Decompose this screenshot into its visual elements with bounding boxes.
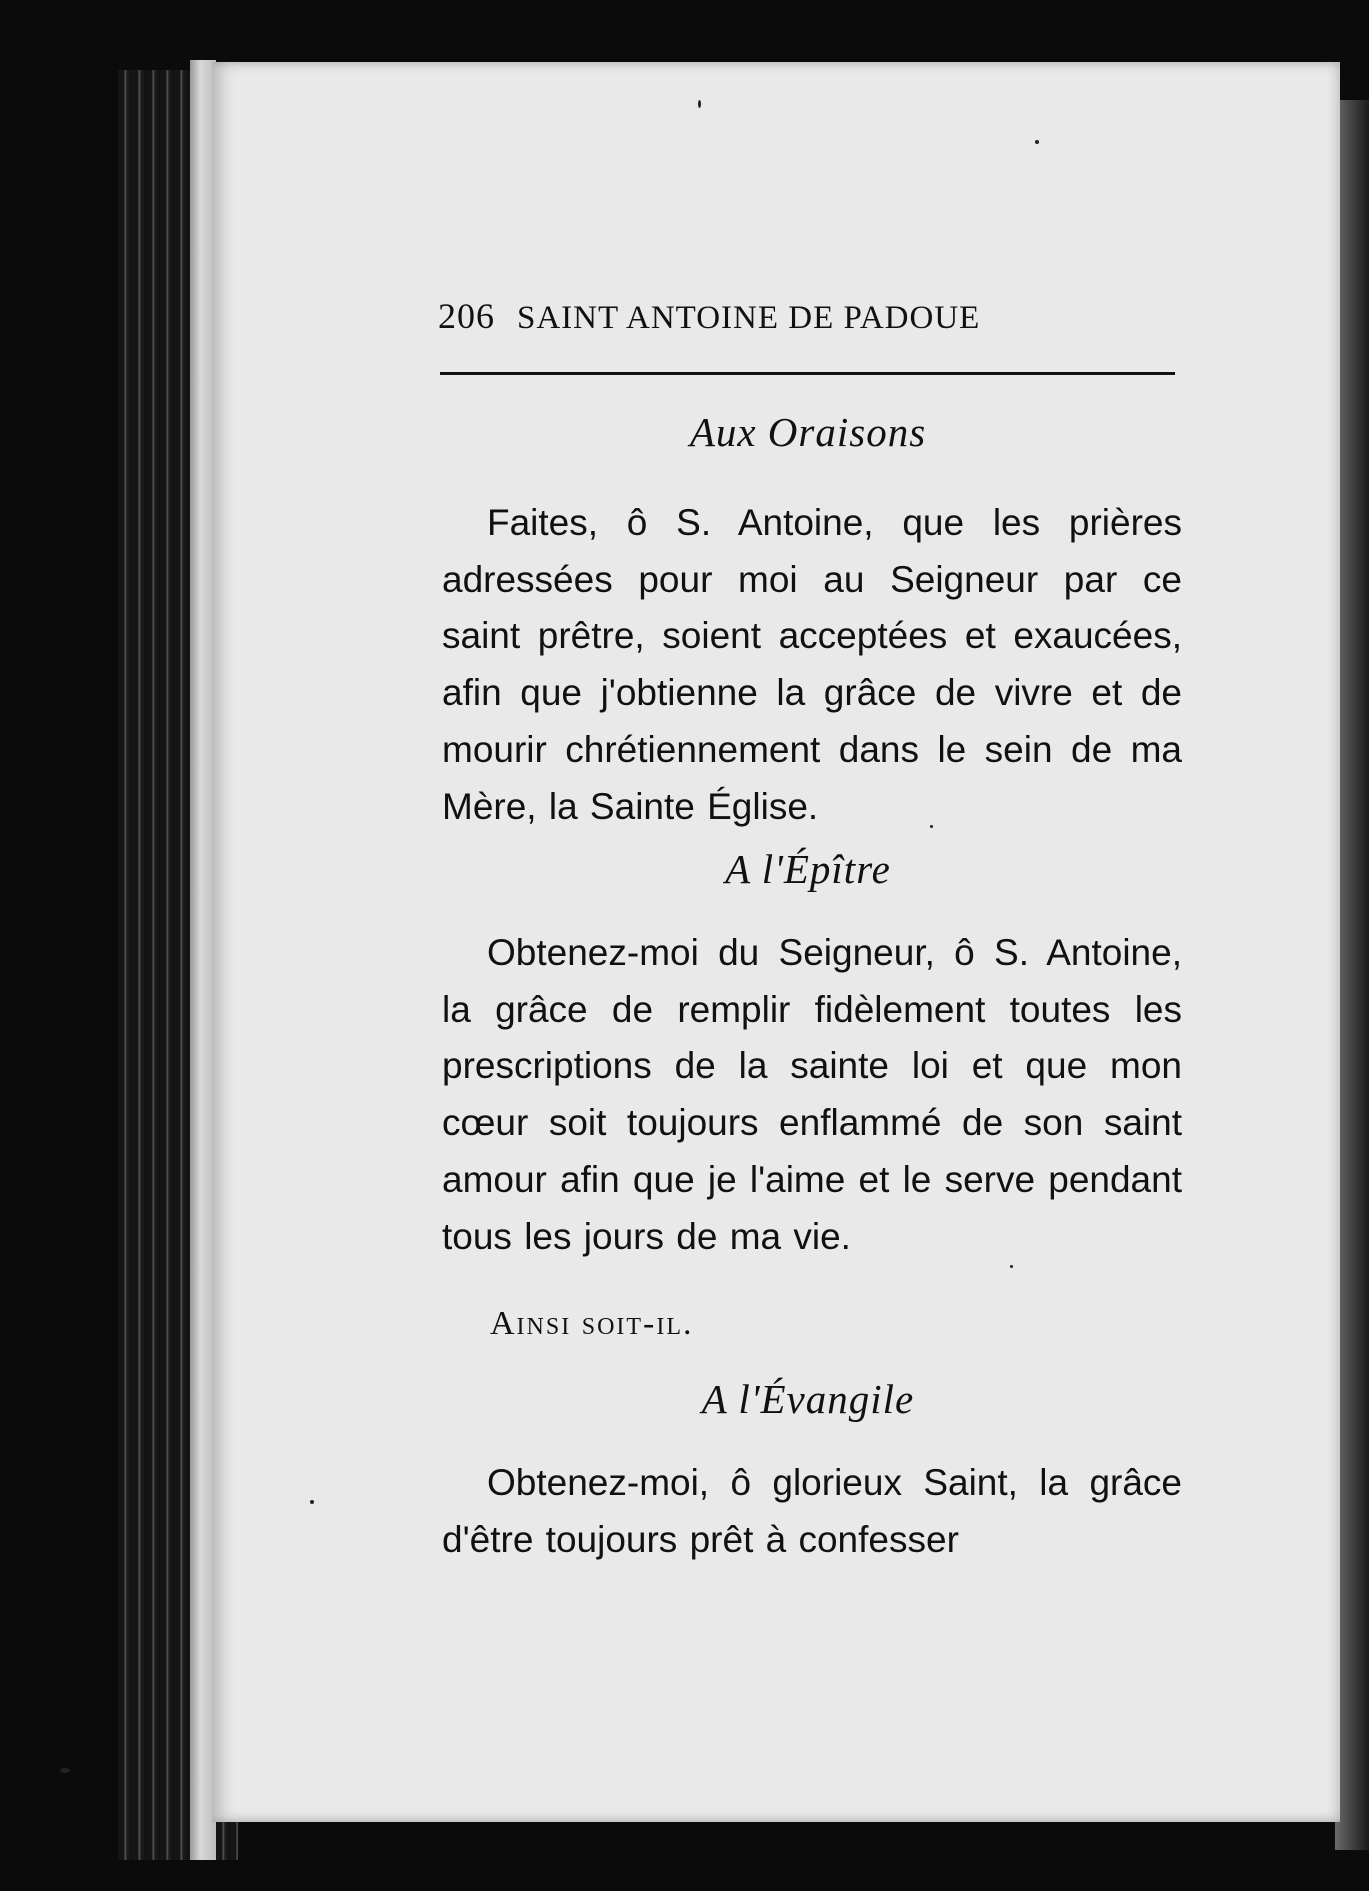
- section-text-epitre: Obtenez-moi du Seigneur, ô S. Antoine, la grâce de remplir fidèlement toutes les prescriptions de la sainte loi et que mon cœur soit toujours enflammé de son saint amour afin que je l'aime et le serve pendant tous les jours de ma vie.: [442, 932, 1182, 1257]
- running-header: [438, 295, 1178, 355]
- section-heading-evangile: A l'Évangile: [701, 1376, 915, 1422]
- section-text-evangile: Obtenez-moi, ô glorieux Saint, la grâce d'être toujours prêt à confesser: [442, 1462, 1182, 1560]
- section-text-oraisons: Faites, ô S. Antoine, que les prières adressées pour moi au Seigneur par ce saint prêtre, soient acceptées et exaucées, afin que j'obtienne la grâce de vivre et de mourir chrétiennement dans le sein de ma Mère, la Sainte Église.: [442, 502, 1182, 827]
- page-number: 206: [438, 296, 495, 336]
- running-title: SAINT ANTOINE DE PADOUE: [517, 300, 981, 336]
- header-rule: [440, 372, 1175, 375]
- section-heading-oraisons: Aux Oraisons: [689, 409, 927, 455]
- closing-amen: Ainsi soit-il.: [490, 1305, 694, 1342]
- section-heading-epitre: A l'Épître: [725, 846, 891, 892]
- book-right-edge: [1335, 100, 1369, 1850]
